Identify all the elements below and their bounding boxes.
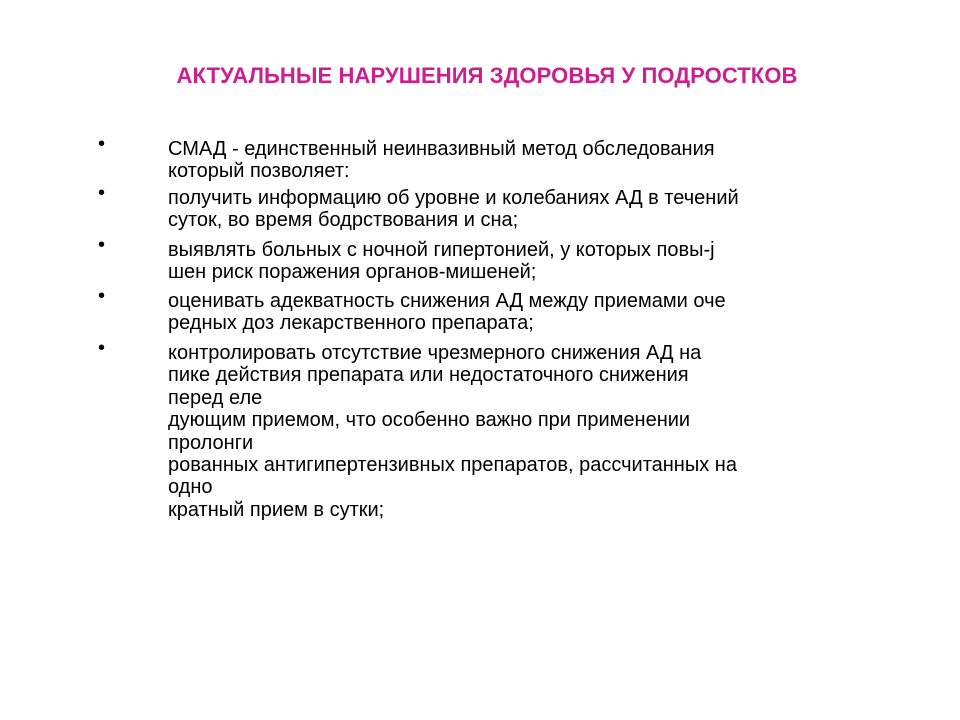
bullet-icon: • bbox=[98, 182, 106, 204]
slide-title: АКТУАЛЬНЫЕ НАРУШЕНИЯ ЗДОРОВЬЯ У ПОДРОСТКОВ bbox=[176, 63, 798, 88]
bullet-icon: • bbox=[98, 337, 106, 359]
bullet-text: получить информацию об уровне и колебаниях АД в течений суток, во время бодрствования и сна; bbox=[168, 187, 739, 232]
bullet-text: выявлять больных с ночной гипертонией, у которых повы-j шен риск поражения органов-мишеней; bbox=[168, 239, 715, 284]
bullet-icon: • bbox=[98, 133, 106, 155]
bullet-text: оценивать адекватность снижения АД между приемами оче редных доз лекарственного препарата; bbox=[168, 290, 726, 335]
bullet-icon: • bbox=[98, 234, 106, 256]
bullet-text: СМАД - единственный неинвазивный метод обследования который позволяет: bbox=[168, 138, 715, 183]
bullet-icon: • bbox=[98, 285, 106, 307]
bullet-text: контролировать отсутствие чрезмерного снижения АД на пике действия препарата или недостаточного снижения перед еле дующим приемом, что особенно важно при применении пролонги рованных антигипертензивных препаратов, рассчитанных на одно кратный прием в сутки; bbox=[168, 342, 737, 521]
